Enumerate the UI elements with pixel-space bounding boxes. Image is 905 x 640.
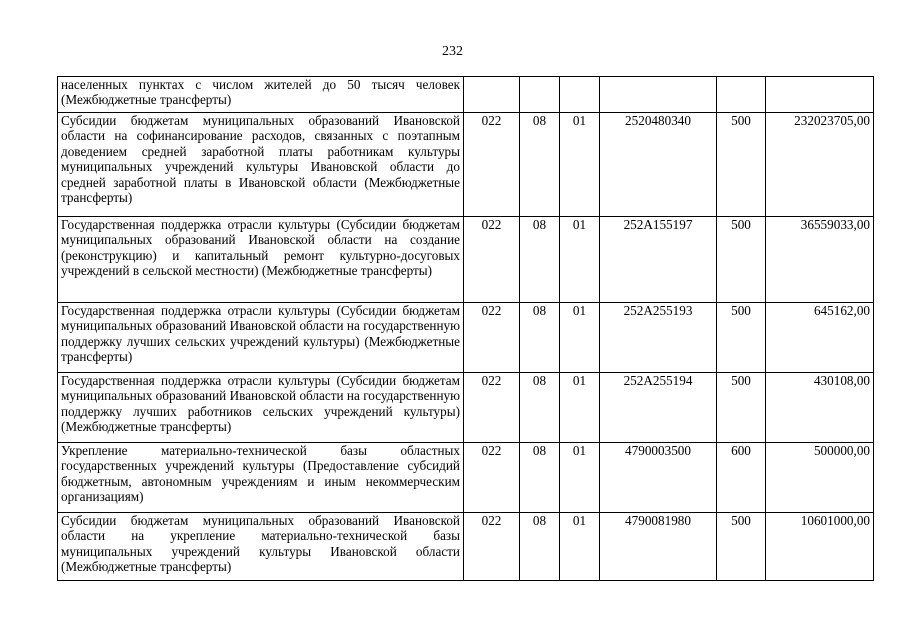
expense-type-code: [717, 77, 766, 113]
target-article-code: 4790081980: [600, 513, 717, 581]
table-row: [58, 303, 874, 373]
admin-code: 022: [464, 217, 520, 303]
section-code: 08: [520, 303, 560, 373]
section-code: [520, 77, 560, 113]
table-row: [58, 217, 874, 303]
subsection-code: 01: [560, 303, 600, 373]
target-article-code: 252A255194: [600, 373, 717, 443]
admin-code: 022: [464, 443, 520, 513]
subsection-code: [560, 77, 600, 113]
row-description: Субсидии бюджетам муниципальных образований Ивановской области на софинансирование расходов, связанных с поэтапным доведением средней заработной платы работникам культуры муниципальных учреждений культуры Ивановской области до средней заработной платы в Ивановской области (Межбюджетные трансферты): [58, 113, 464, 217]
row-description: населенных пунктах с числом жителей до 50 тысяч человек (Межбюджетные трансферты): [58, 77, 464, 113]
row-description: Государственная поддержка отрасли культуры (Субсидии бюджетам муниципальных образований Ивановской области на создание (реконструкцию) и капитальный ремонт культурно-досуговых учреждений в сельской местности) (Межбюджетные трансферты): [58, 217, 464, 303]
expense-type-code: 500: [717, 513, 766, 581]
amount: 645162,00: [766, 303, 874, 373]
section-code: 08: [520, 443, 560, 513]
subsection-code: 01: [560, 373, 600, 443]
table-row: [58, 513, 874, 581]
subsection-code: 01: [560, 513, 600, 581]
amount: 10601000,00: [766, 513, 874, 581]
subsection-code: 01: [560, 113, 600, 217]
target-article-code: 252A155197: [600, 217, 717, 303]
expense-type-code: 500: [717, 113, 766, 217]
amount: 500000,00: [766, 443, 874, 513]
table-row: [58, 443, 874, 513]
admin-code: 022: [464, 373, 520, 443]
amount: 430108,00: [766, 373, 874, 443]
amount: [766, 77, 874, 113]
subsection-code: 01: [560, 443, 600, 513]
row-description: Субсидии бюджетам муниципальных образований Ивановской области на укрепление материально-технической базы муниципальных учреждений культуры Ивановской области (Межбюджетные трансферты): [58, 513, 464, 581]
section-code: 08: [520, 217, 560, 303]
expense-type-code: 500: [717, 373, 766, 443]
table-row: [58, 77, 874, 113]
amount: 36559033,00: [766, 217, 874, 303]
admin-code: [464, 77, 520, 113]
section-code: 08: [520, 113, 560, 217]
target-article-code: 252A255193: [600, 303, 717, 373]
target-article-code: 4790003500: [600, 443, 717, 513]
target-article-code: [600, 77, 717, 113]
section-code: 08: [520, 513, 560, 581]
admin-code: 022: [464, 513, 520, 581]
table-row: [58, 373, 874, 443]
admin-code: 022: [464, 113, 520, 217]
admin-code: 022: [464, 303, 520, 373]
target-article-code: 2520480340: [600, 113, 717, 217]
expense-type-code: 500: [717, 303, 766, 373]
section-code: 08: [520, 373, 560, 443]
expense-type-code: 600: [717, 443, 766, 513]
budget-table: [57, 76, 874, 581]
subsection-code: 01: [560, 217, 600, 303]
row-description: Укрепление материально-технической базы областных государственных учреждений культуры (Предоставление субсидий бюджетным, автономным учреждениям и иным некоммерческим организациям): [58, 443, 464, 513]
expense-type-code: 500: [717, 217, 766, 303]
amount: 232023705,00: [766, 113, 874, 217]
page-number: 232: [442, 44, 463, 59]
row-description: Государственная поддержка отрасли культуры (Субсидии бюджетам муниципальных образований Ивановской области на государственную поддержку лучших сельских учреждений культуры) (Межбюджетные трансферты): [58, 303, 464, 373]
table-row: [58, 113, 874, 217]
row-description: Государственная поддержка отрасли культуры (Субсидии бюджетам муниципальных образований Ивановской области на государственную поддержку лучших работников сельских учреждений культуры) (Межбюджетные трансферты): [58, 373, 464, 443]
